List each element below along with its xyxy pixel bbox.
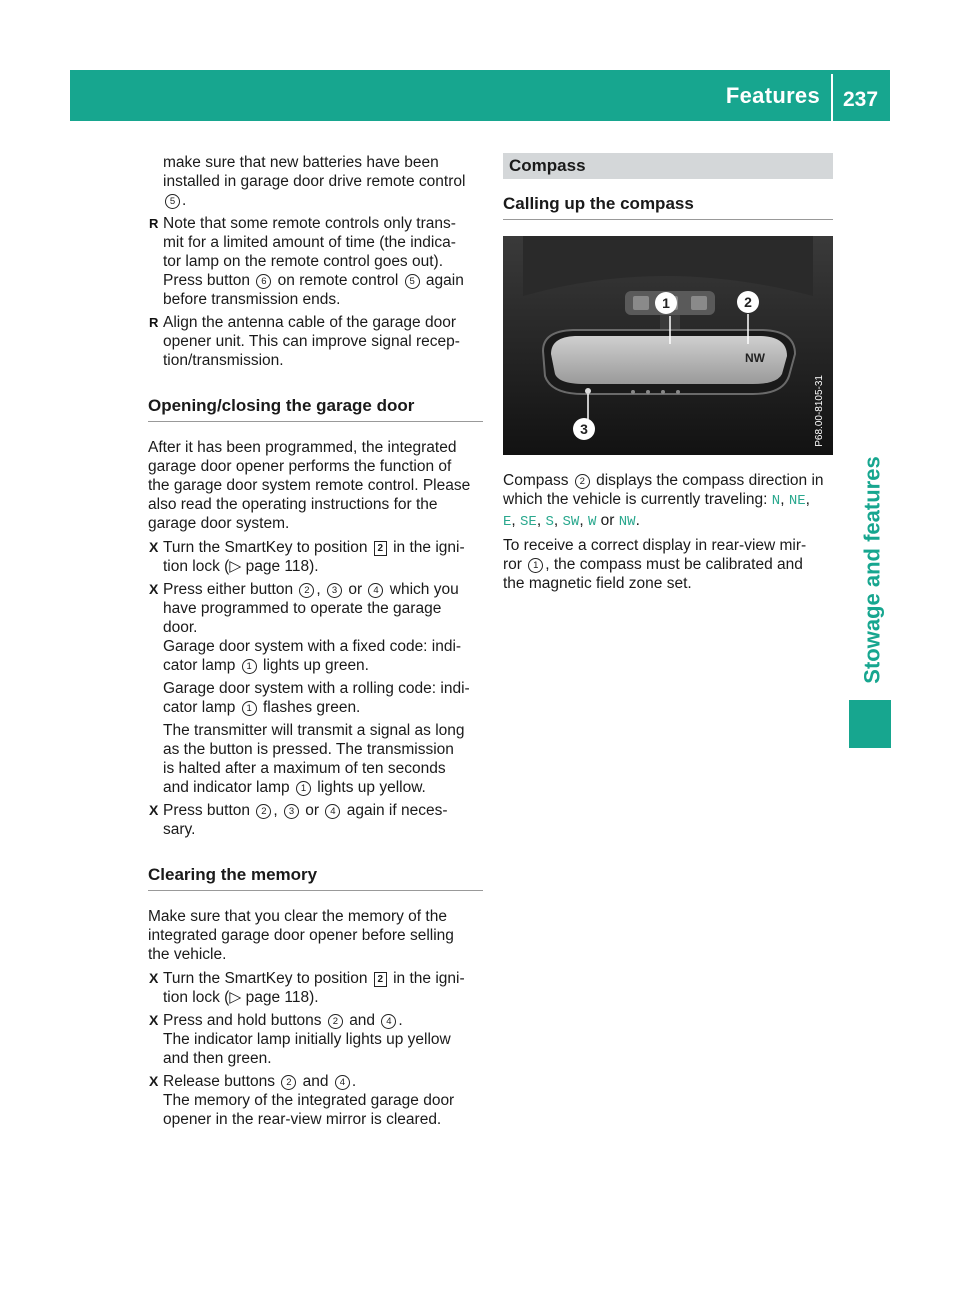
side-tab-marker bbox=[849, 700, 891, 748]
step-item: X Turn the SmartKey to position 2 in the igni- tion lock (▷ page 118). bbox=[148, 538, 483, 576]
bullet-item: R Note that some remote controls only trans- mit for a limited amount of time (the indica- tor lamp on the remote control goes out). Press button 6 on remote control 5 again before transmission ends. bbox=[148, 214, 483, 309]
step-item: X Press button 2 , 3 or 4 again if neces- sary. bbox=[148, 801, 483, 839]
callout-5-icon: 5 bbox=[165, 194, 180, 209]
right-column bbox=[503, 153, 833, 593]
direction-ne: NE bbox=[788, 493, 806, 509]
opening-intro: After it has been programmed, the integrated garage door opener performs the function of the garage door system remote control. Please also read the operating instructions for the garage door system. bbox=[148, 439, 471, 532]
left-column bbox=[148, 153, 483, 1129]
direction-sw: SW bbox=[562, 514, 580, 530]
direction-s: S bbox=[545, 514, 554, 530]
step-item: X Release buttons 2 and 4 . The memory of the integrated garage door opener in the rear-view mirror is cleared. bbox=[148, 1072, 483, 1129]
svg-text:1: 1 bbox=[662, 295, 670, 311]
callout-2-icon: 2 bbox=[575, 474, 590, 489]
garage-button-1 bbox=[633, 296, 649, 310]
svg-text:2: 2 bbox=[744, 294, 752, 310]
direction-e: E bbox=[503, 514, 512, 530]
callout-2-icon: 2 bbox=[281, 1075, 296, 1090]
callout-2-icon: 2 bbox=[328, 1014, 343, 1029]
step-item: X Press and hold buttons 2 and 4 . The indicator lamp initially lights up yellow and then green. bbox=[148, 1011, 483, 1068]
callout-4-icon: 4 bbox=[335, 1075, 350, 1090]
svg-text:3: 3 bbox=[580, 421, 588, 437]
callout-4-icon: 4 bbox=[381, 1014, 396, 1029]
callout-3-icon: 3 bbox=[284, 804, 299, 819]
header-title: Features bbox=[725, 83, 820, 108]
page-link[interactable]: page 118). bbox=[245, 558, 319, 575]
direction-n: N bbox=[771, 493, 781, 509]
callout-5-icon: 5 bbox=[405, 274, 420, 289]
callout-6-icon: 6 bbox=[256, 274, 271, 289]
rear-view-mirror-illustration bbox=[503, 236, 833, 455]
figure-code: P68.00-8105-31 bbox=[814, 375, 825, 447]
garage-button-3 bbox=[691, 296, 707, 310]
heading-opening-closing: Opening/closing the garage door bbox=[148, 396, 483, 422]
callout-3-icon: 3 bbox=[327, 583, 342, 598]
page-ref-arrow-icon: ▷ bbox=[229, 558, 242, 575]
direction-nw: NW bbox=[618, 514, 636, 530]
callout-2-icon: 2 bbox=[299, 583, 314, 598]
result-text: The transmitter will transmit a signal as long as the button is pressed. The transmission is halted after a maximum of ten seconds and indicator lamp 1 lights up yellow. bbox=[163, 722, 465, 796]
callout-1-icon: 1 bbox=[296, 781, 311, 796]
direction-w: W bbox=[587, 514, 597, 530]
calibration-paragraph: To receive a correct display in rear-view mir- ror 1 , the compass must be calibrated and the magnetic field zone set. bbox=[503, 537, 807, 592]
compass-paragraph: Compass 2 displays the compass direction in which the vehicle is currently traveling: N, NE, E, SE, S, SW, W or NW. bbox=[503, 472, 824, 530]
key-position-icon: 2 bbox=[374, 972, 387, 987]
side-tab-label: Stowage and features bbox=[859, 456, 885, 684]
page-ref-arrow-icon: ▷ bbox=[229, 989, 242, 1006]
clearing-intro: Make sure that you clear the memory of the integrated garage door opener before selling the vehicle. bbox=[148, 908, 454, 963]
callout-4-icon: 4 bbox=[325, 804, 340, 819]
heading-calling-compass: Calling up the compass bbox=[503, 194, 833, 220]
callout-1-icon: 1 bbox=[242, 701, 257, 716]
result-text: Garage door system with a rolling code: indi- cator lamp 1 flashes green. bbox=[163, 680, 470, 716]
indicator-lamp bbox=[585, 388, 591, 394]
mirror-figure bbox=[503, 236, 833, 455]
bullet-item: R Align the antenna cable of the garage door opener unit. This can improve signal recep- tion/transmission. bbox=[148, 313, 483, 370]
intro-continuation: make sure that new batteries have been installed in garage door drive remote control 5 . bbox=[163, 154, 466, 209]
step-item: X Press either button 2 , 3 or 4 which you have programmed to operate the garage door. Garage door system with a fixed code: indi- cator lamp 1 lights up green. bbox=[148, 580, 483, 675]
key-position-icon: 2 bbox=[374, 541, 387, 556]
page-number: 237 bbox=[843, 88, 879, 111]
callout-1-icon: 1 bbox=[528, 558, 543, 573]
compass-display: NW bbox=[745, 351, 765, 365]
direction-se: SE bbox=[520, 514, 537, 530]
page-link[interactable]: page 118). bbox=[245, 989, 319, 1006]
heading-clearing-memory: Clearing the memory bbox=[148, 865, 483, 891]
step-item: X Turn the SmartKey to position 2 in the igni- tion lock (▷ page 118). bbox=[148, 969, 483, 1007]
callout-4-icon: 4 bbox=[368, 583, 383, 598]
header-separator bbox=[831, 74, 833, 121]
callout-1-icon: 1 bbox=[242, 659, 257, 674]
callout-2-icon: 2 bbox=[256, 804, 271, 819]
section-band-compass: Compass bbox=[503, 153, 833, 179]
